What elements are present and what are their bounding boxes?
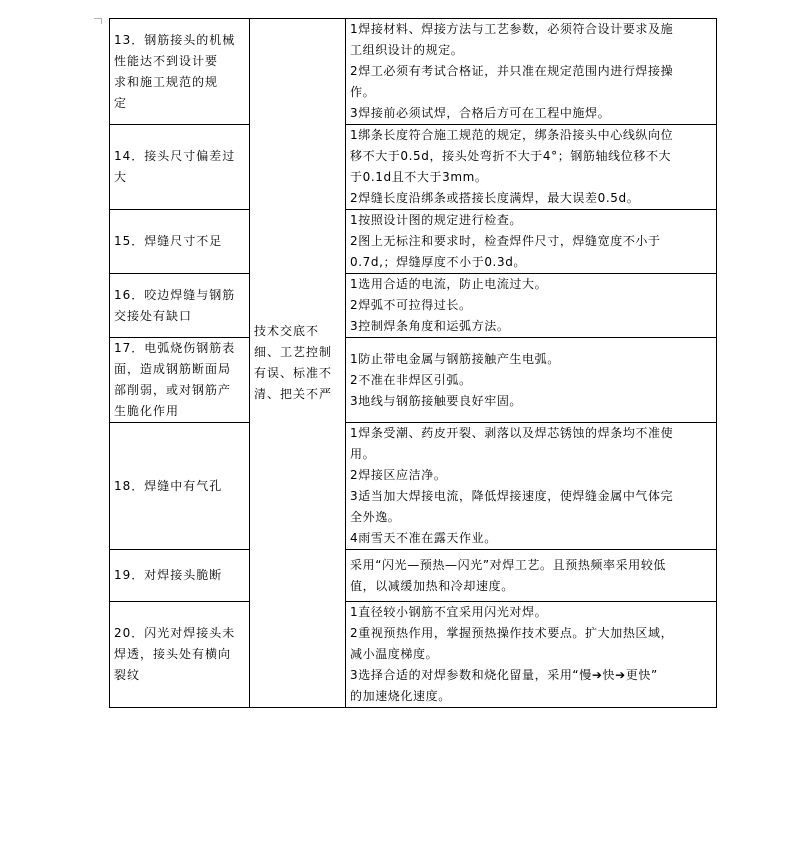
text-line: 2焊弧不可拉得过长。: [350, 298, 472, 312]
text-line: 1焊接材料、焊接方法与工艺参数，必须符合设计要求及施: [350, 22, 674, 36]
text-line: 14．接头尺寸偏差过: [114, 149, 236, 163]
text-line: 3焊接前必须试焊，合格后方可在工程中施焊。: [350, 106, 611, 120]
prevention-measures-cell: [346, 125, 717, 210]
defect-name-cell: [110, 602, 250, 708]
defect-name-cell: [110, 338, 250, 423]
text-line: 性能达不到设计要: [114, 53, 219, 68]
text-line: 2焊接区应洁净。: [350, 468, 447, 482]
text-line: 生脆化作用: [114, 404, 180, 418]
text-line: 2图上无标注和要求时，检查焊件尺寸，焊缝宽度不小于: [350, 234, 661, 248]
prevention-measures-cell: [346, 19, 717, 125]
table-row: [110, 125, 717, 210]
text-line: 全外逸。: [350, 510, 401, 524]
text-line: 2重视预热作用，掌握预热操作技术要点。扩大加热区域，: [350, 626, 674, 640]
text-line: 减小温度梯度。: [350, 647, 439, 661]
table-row: [110, 19, 717, 125]
text-line: 3选择合适的对焊参数和烧化留量，采用“慢➔快➔更快”: [350, 668, 658, 682]
text-line: 20．闪光对焊接头未: [114, 626, 236, 640]
table-row: [110, 602, 717, 708]
text-line: 面，造成钢筋断面局: [114, 362, 232, 376]
text-line: 15．焊缝尺寸不足: [114, 234, 223, 248]
text-line: 1绑条长度符合施工规范的规定，绑条沿接头中心线纵向位: [350, 128, 674, 142]
text-line: 3地线与钢筋接触要良好牢固。: [350, 393, 523, 408]
text-line: 大: [114, 170, 128, 184]
defect-name-cell: [110, 423, 250, 550]
text-line: 裂纹: [114, 668, 141, 682]
text-line: 2焊工必须有考试合格证，并只准在规定范围内进行焊接操: [350, 64, 674, 78]
text-line: 19．对焊接头脆断: [114, 568, 223, 582]
text-line: 清、把关不严: [254, 387, 333, 401]
text-line: 16．咬边焊缝与钢筋: [114, 287, 236, 302]
prevention-measures-cell: [346, 423, 717, 550]
text-line: 有误、标准不: [254, 366, 333, 380]
text-line: 移不大于0.5d，接头处弯折不大于4°；钢筋轴线位移不大: [350, 149, 672, 163]
text-line: 3控制焊条角度和运弧方法。: [350, 319, 510, 333]
text-line: 18．焊缝中有气孔: [114, 478, 223, 493]
prevention-measures-cell: [346, 210, 717, 274]
defect-name-cell: [110, 274, 250, 338]
text-line: 于0.1d且不大于3mm。: [350, 170, 488, 184]
text-line: 2焊缝长度沿绑条或搭接长度满焊，最大误差0.5d。: [350, 191, 640, 205]
text-line: 部削弱，或对钢筋产: [114, 383, 232, 397]
table-row: [110, 274, 717, 338]
table-row: [110, 550, 717, 602]
prevention-measures-cell: [346, 274, 717, 338]
defect-name-cell: [110, 550, 250, 602]
text-line: 17．电弧烧伤钢筋表: [114, 341, 236, 355]
prevention-measures-cell: [346, 550, 717, 602]
text-line: 1直径较小钢筋不宜采用闪光对焊。: [350, 605, 548, 619]
defect-name-cell: [110, 19, 250, 125]
prevention-measures-cell: [346, 602, 717, 708]
text-line: 4雨雪天不准在露天作业。: [350, 531, 497, 545]
table-row: [110, 210, 717, 274]
text-line: 工组织设计的规定。: [350, 43, 464, 57]
text-line: 3适当加大焊接电流，降低焊接速度，使焊缝金属中气体完: [350, 489, 674, 503]
text-line: 1防止带电金属与钢筋接触产生电弧。: [350, 351, 560, 366]
cause-cell: [250, 19, 346, 708]
text-line: 1按照设计图的规定进行检查。: [350, 213, 523, 227]
text-line: 的加速烧化速度。: [350, 689, 451, 703]
text-line: 焊透，接头处有横向: [114, 647, 232, 661]
text-line: 用。: [350, 447, 376, 461]
text-line: 2不准在非焊区引弧。: [350, 372, 472, 387]
text-line: 定: [114, 95, 128, 110]
text-line: 交接处有缺口: [114, 308, 193, 323]
text-line: 采用“闪光—预热—闪光”对焊工艺。且预热频率采用较低: [350, 557, 667, 572]
text-line: 作。: [350, 85, 376, 99]
page-corner-mark-vertical: [101, 18, 102, 24]
prevention-measures-cell: [346, 338, 717, 423]
table-row: [110, 423, 717, 550]
text-line: 0.7d,；焊缝厚度不小于0.3d。: [350, 255, 527, 269]
text-line: 求和施工规范的规: [114, 74, 219, 89]
defect-name-cell: [110, 210, 250, 274]
table-row: [110, 338, 717, 423]
text-line: 1选用合适的电流，防止电流过大。: [350, 277, 548, 291]
text-line: 13．钢筋接头的机械: [114, 32, 236, 47]
text-line: 细、工艺控制: [254, 345, 333, 359]
weld-defect-table: [109, 18, 717, 708]
defect-name-cell: [110, 125, 250, 210]
text-line: 技术交底不: [254, 324, 320, 338]
text-line: 值，以减缓加热和冷却速度。: [350, 578, 514, 593]
text-line: 1焊条受潮、药皮开裂、剥落以及焊芯锈蚀的焊条均不准使: [350, 426, 674, 440]
